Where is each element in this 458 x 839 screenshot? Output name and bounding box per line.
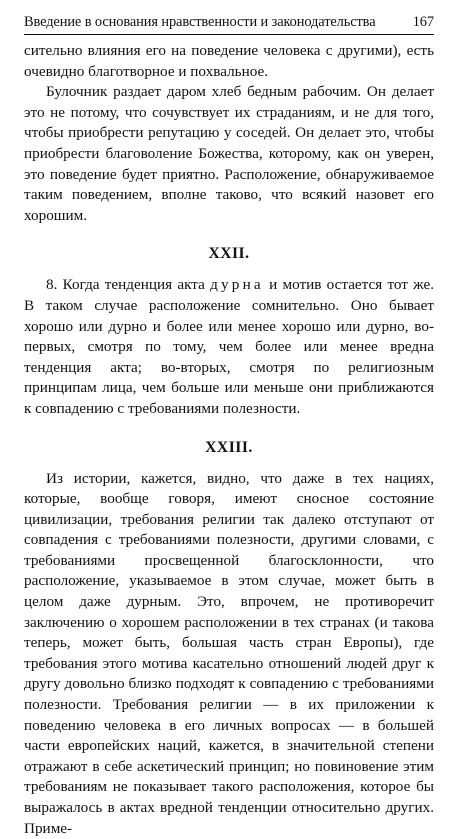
page-body [24,41,434,839]
section-heading-xxii: XXII. [24,244,434,264]
paragraph-section-xxii [24,275,434,419]
paragraph-section-xxiii: Из истории, кажется, видно, что даже в тех нациях, которые, вообще говоря, имеют сносное состояние цивилизации, требования религии так далеко отступают от совпадения с требованиями полезности, другими словами, с требованиями просвещенной благосклонности, что расположение, указываемое в этом случае, может быть в целом даже дурным. Это, впрочем, не противоречит заключению о хорошем расположении в тех странах (и такова теперь, может быть, большая часть стран Европы), где требования этого мотива касательно отношений людей друг к другу довольно близко подходят к совпадению с требованиями полезности. Требования религии — в их приложении к поведению человека в его личных вопросах — в большей части европейских наций, кажется, в значительной степени отражают в себе аскетический принцип; но повиновение этим требованиям не показывает такого расположения, которое бы выражалось в актах вредной тенденции относительно других. Приме- [24,469,434,839]
section-xxii-text-before: 8. Когда тенденция акта [46,276,210,293]
page-number: 167 [413,12,434,32]
paragraph-baker: Булочник раздает даром хлеб бедным рабочим. Он делает это не потому, что сочувствует их страданиям, и не для того, чтобы приобрести репутацию у соседей. Он делает это, чтобы приобрести благоволение Божества, которому, как он уверен, это поведение будет приятно. Расположение, обнаруживаемое таким поведением, вполне таково, что всякий назовет его хорошим. [24,82,434,226]
section-heading-xxiii: XXIII. [24,438,434,458]
emphasized-word: дурна [210,276,264,293]
section-xxii-text-after: и мотив остается тот же. В таком случае расположение сомнительно. Оно бывает хорошо или дурно и более или менее хорошо или дурно, во-первых, смотря по тому, чем более или менее вредна тенденция акта; во-вторых, смотря по религиозным принципам лица, чем больше или меньше они приближаются к совпадению с требованиями полезности. [24,276,434,417]
running-head [24,12,434,35]
book-page [24,12,434,839]
paragraph-continuation: сительно влияния его на поведение человека с другими), есть очевидно благотворное и похвальное. [24,41,434,82]
running-head-title: Введение в основания нравственности и законодательства [24,12,375,32]
